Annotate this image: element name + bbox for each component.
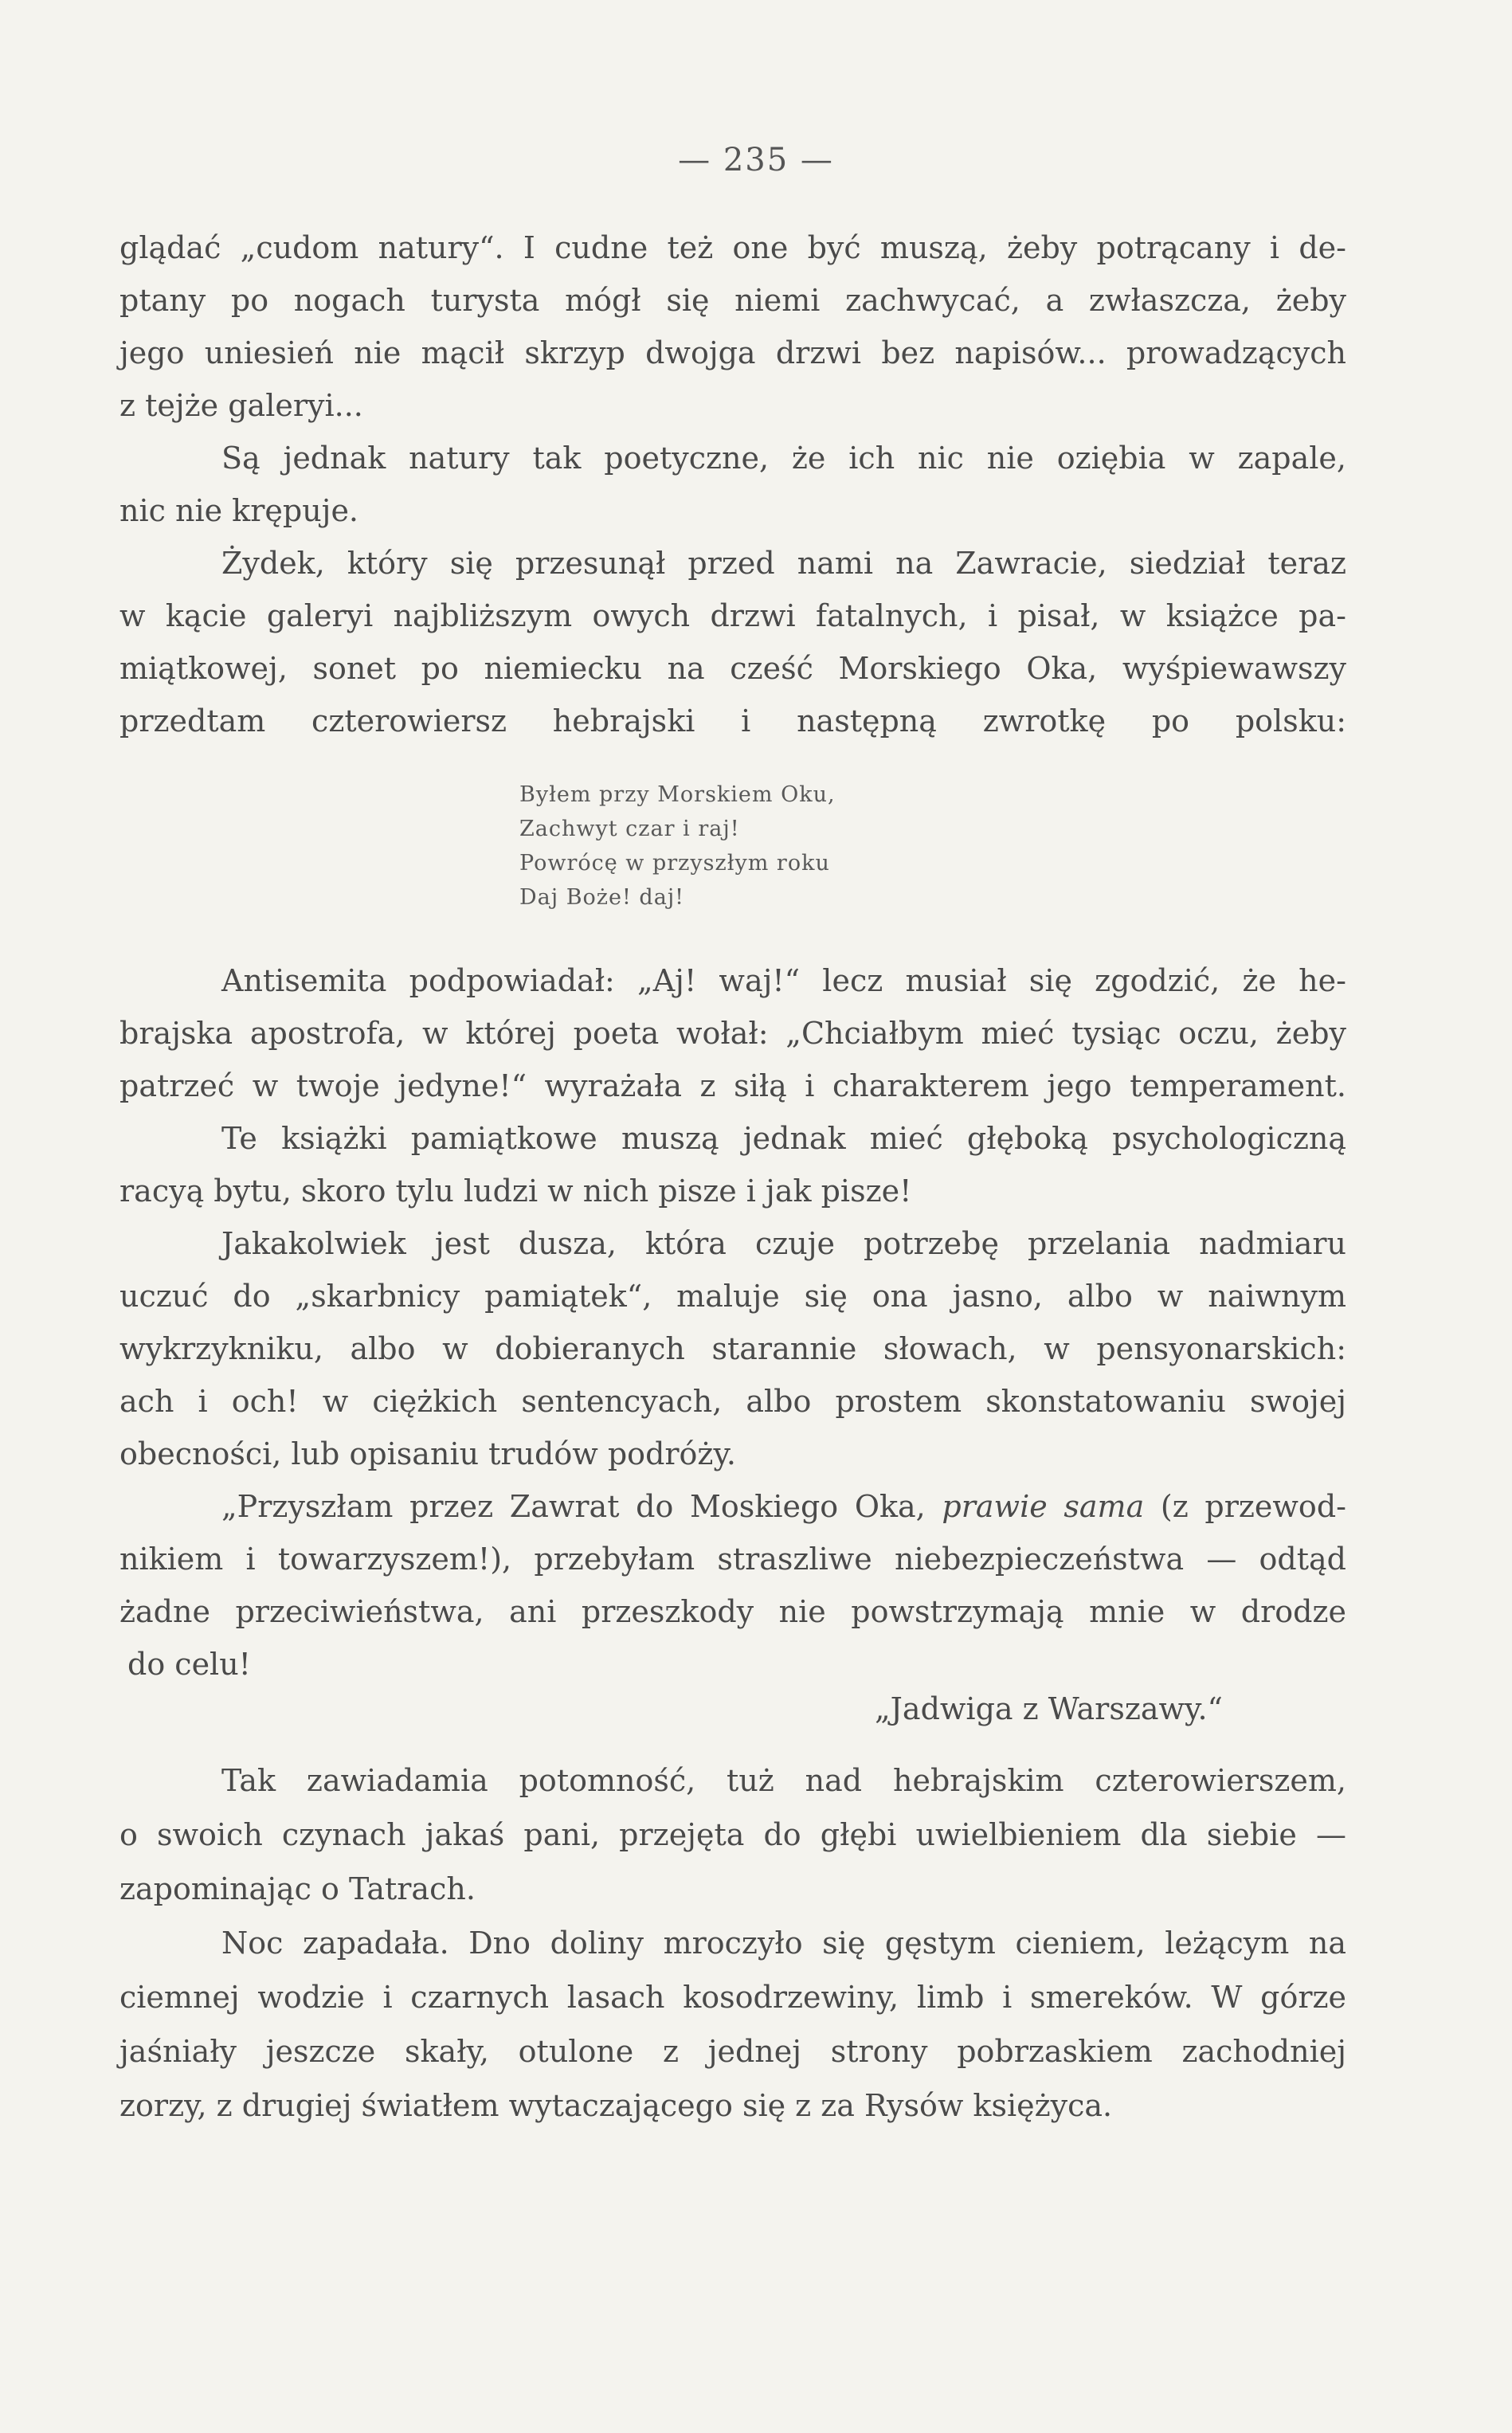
verse-line: Powrócę w przyszłym roku [519, 851, 830, 876]
text-line: obecności, lub opisaniu trudów podróży. [119, 1436, 736, 1471]
text-line: brajska apostrofa, w której poeta wołał: „Chciałbym mieć tysiąc oczu, żeby [119, 1016, 1346, 1051]
text-line: w kącie galeryi najbliższym owych drzwi fatalnych, i pisał, w książce pa- [119, 598, 1346, 633]
text-line: zapominając o Tatrach. [119, 1871, 476, 1906]
text-line: patrzeć w twoje jedyne!“ wyrażała z siłą i charakterem jego temperament. [119, 1068, 1346, 1103]
quote-text: „Przyszłam przez Zawrat do Moskiego Oka, [221, 1489, 942, 1524]
text-line: ciemnej wodzie i czarnych lasach kosodrzewiny, limb i smereków. W górze [119, 1980, 1346, 2015]
quote-text: (z przewod- [1144, 1489, 1346, 1524]
text-line: Te książki pamiątkowe muszą jednak mieć głęboką psychologiczną [221, 1121, 1346, 1156]
text-line: uczuć do „skarbnicy pamiątek“, maluje się ona jasno, albo w naiwnym [119, 1279, 1346, 1314]
text-line: miątkowej, sonet po niemiecku na cześć Morskiego Oka, wyśpiewawszy [119, 651, 1346, 686]
text-line: zorzy, z drugiej światłem wytaczającego się z za Rysów księżyca. [119, 2088, 1113, 2123]
text-line: jaśniały jeszcze skały, otulone z jednej strony pobrzaskiem zachodniej [119, 2034, 1346, 2069]
text-line: Noc zapadała. Dno doliny mroczyło się gęstym cieniem, leżącym na [221, 1926, 1346, 1961]
quote-line: żadne przeciwieństwa, ani przeszkody nie powstrzymają mnie w drodze [119, 1594, 1346, 1629]
text-line: jego uniesień nie mącił skrzyp dwojga drzwi bez napisów... prowadzących [119, 335, 1346, 370]
text-line: glądać „cudom natury“. I cudne też one być muszą, żeby potrącany i de- [119, 230, 1346, 265]
text-line: z tejże galeryi... [119, 388, 363, 423]
quote-line: do celu! [127, 1647, 251, 1682]
text-line: Jakakolwiek jest dusza, która czuje potrzebę przelania nadmiaru [221, 1226, 1346, 1261]
quote-emphasis: prawie sama [942, 1489, 1145, 1524]
text-line: Są jednak natury tak poetyczne, że ich nic nie oziębia w zapale, [221, 441, 1346, 476]
text-line: ach i och! w ciężkich sentencyach, albo prostem skonstatowaniu swojej [119, 1384, 1346, 1419]
text-line: o swoich czynach jakaś pani, przejęta do głębi uwielbieniem dla siebie — [119, 1817, 1346, 1852]
text-line: nic nie krępuje. [119, 493, 359, 528]
verse-line: Byłem przy Morskiem Oku, [519, 782, 836, 807]
text-line: przedtam czterowiersz hebrajski i następną zwrotkę po polsku: [119, 703, 1346, 739]
verse-line: Zachwyt czar i raj! [519, 817, 740, 841]
text-line: Żydek, który się przesunął przed nami na Zawracie, siedział teraz [221, 546, 1346, 581]
text-line: ptany po nogach turysta mógł się niemi zachwycać, a zwłaszcza, żeby [119, 283, 1346, 318]
page-number: — 235 — [678, 142, 834, 178]
text-line: Antisemita podpowiadał: „Aj! waj!“ lecz musiał się zgodzić, że he- [221, 963, 1346, 998]
verse-line: Daj Boże! daj! [519, 885, 685, 910]
text-line: Tak zawiadamia potomność, tuż nad hebrajskim czterowierszem, [221, 1763, 1346, 1798]
text-line: racyą bytu, skoro tylu ludzi w nich pisze i jak pisze! [119, 1173, 912, 1209]
quote-line: nikiem i towarzyszem!), przebyłam straszliwe niebezpieczeństwa — odtąd [119, 1542, 1346, 1577]
signature: „Jadwiga z Warszawy.“ [875, 1691, 1223, 1726]
quote-line [221, 1491, 1346, 1522]
text-line: wykrzykniku, albo w dobieranych starannie słowach, w pensyonarskich: [119, 1331, 1346, 1366]
